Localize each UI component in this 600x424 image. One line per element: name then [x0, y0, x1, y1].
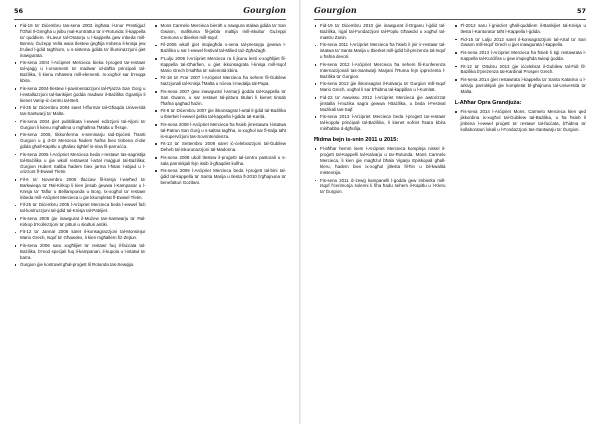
left-col1-list — [14, 23, 146, 268]
bullet-item: Fid-15 ta' Lulju 2012 saret il-konsagrazzjoni tal-Artal ta' San Ġwann mill-Isqof Grech u ġiet inawgurata l-kappella. — [455, 37, 587, 49]
right-page-columns — [314, 23, 586, 418]
left-page-header — [14, 6, 286, 20]
bullet-item: Fis-sena 2013 l-Arċipriet Mercieca ħa ħsieb li tiġi restawrata l-Kappella tal-Kurċifiss u ġew imqiegħda twieqi ġodda. — [455, 50, 587, 62]
bullet-item: Fil-25 ta' Diċembru 2005 l-Arċipriet Mercieca beda l-ewwel fażi tal-kostruzzjoni tal-ġdid tal-Knisja tal-Patrijiet. — [14, 202, 146, 214]
bullet-item: Fis-sena 2004-tlestew l-pavimentazzjoni tal-Pjazza San Ġorġ u l-installazzjoni tal-bankijiet ġodda madwar il-Bażilika Ġgantija li kienet Vamp-iċ-ċentru tal-Belt. — [14, 86, 146, 104]
bullet-item: Fit-8 ta' Diċembru 2007 ġie ikkonsagrat l-artal il-ġdid tal-Bażilika u tbierket l-ewwel ġebla tal-kappella l-ġdida tal-Karità. — [155, 108, 287, 120]
bullet-item: Fil-6 ta' Novembru 2005 tfaċċaw fil-knisja l-wieħed ta' Barkwieqa ta' Ħal-Kirkop li kien jinsab ġewwa l-Kampanar u l-Knisja ta' Taflur u Bellamponda u Borg. Ix-xogħol ta' restawr inbeda mill-Arċipriet Mercieca u ġie kkompletat fl-Ewwel Tletin. — [14, 177, 146, 201]
bullet-item: Fis-sena 2011 l-Arċipriet Mercieca ħa ħsieb li jsir ir-restawr tal-istatwa ta' Santa Marija u tbierket mill-ġdid bil-preżenza tal-Isqof u ħafna devoti. — [314, 42, 446, 60]
bullet-item: Fl-aħħar hemm isem l-Arċipriet Mercieca kompleja nissel il-proġett tal-Kappelli tal-Kalvarju u tar-Rotunda. Mons Carmelo Mercieca, li kien ġie magħżul bħala Vigarju Episkopali għall-kleru, ħadem biex ix-xogħol jitlesta fil-ħin u bil-kwalità mistennija. — [314, 146, 446, 176]
right-page — [300, 0, 600, 424]
right-column-1 — [314, 23, 446, 418]
bullet-item: Fis-sena 2004 ġiet pubblikata l-ewwel edizzjoni tal-Aljoni ta' Ġurgion li kienu mgħallma u mgħallma f'Malta u fl-Isqe. — [14, 119, 146, 131]
bullet-item: F'Lulju 2006 l-Arċipriet Mercieca ra li jkunu lesti x-xogħlijiet fil-Kappella tal-Għarfien, u ġiet ikkonsagrata l-knisja mill-Isqof Mario Grech b'saħħa ta' solennità kbira. — [155, 56, 287, 74]
bullet-item: Mons Carmelo Mercieca bieraħ u nawgura stalwa ġdida ta' San Ġwann, mafkluma fil-ġebla maltija mill-iskultur Ġużeppi Cremona u tbierket mill-Isqof. — [155, 23, 287, 41]
bullet-item: Fit-13 ta' Settembru 2008 saret iċ-ċelebrazzjoni tal-Ġubilew Deheb tal-inkurunazzjoni tal-Madonna. — [155, 141, 287, 153]
right-col2-after-list — [455, 109, 587, 133]
right-col2-list — [455, 23, 587, 95]
bullet-item: Fis-sena 2012 ġie ikkonsagrat il-Kalvarju ta' Ġurgion mill-Isqof Mario Grech, xogħol li sar b'ħidma tal-kappillan u l-Kumitat. — [314, 81, 446, 93]
left-magazine-logo: Gourgion — [243, 5, 286, 15]
bullet-item: Fl-2012 saru l-ġnieżiet għall-quddiem il-Bankijiet tal-Knisja u tlesta l-Kantoratur taħt l-Kappella l-ġdida. — [455, 23, 587, 35]
bullet-item: Fis-sena 2004 l-Arċipriet Mercieca bieka l-proġett tar-restawr tal-vjaġġ u l-ornamenti ta' madwar id-daħla prinċipali tal-Bażilika, li kienu mħassra mill-elementi. Ix-xogħol sar b'reqqa kbira. — [14, 60, 146, 84]
left-page-columns — [14, 23, 286, 418]
bullet-item: Fid-19 ta' Diċembru tas-sena 2003 ingħata l-Unur Prestiġjuż f'Għal Il-Ġimgħa u jsibu mal-Kontrattur ta' ir-Rotunda; il-kappella ta' quddiem. Il-Lavur tal-Oratorju u l-kappella ġew inbeda mill-Benna; Ġużepp Vella wara tlestew ġegħija Imbena il-knisja jew b'ulied l-ġdid tagħhom, u s-sistema ġdida ta' illuminazzjoni ġiet inawgurata. — [14, 23, 146, 59]
bullet-item: Fis-sena 2008 l-Arċipriet Mercieca ħa ħsieb jirrestawra l-istatwa tal-Patrun San Ġorġ u s-saltna tagħha, ix-xogħol sar fl-Italja taħt is-superviżjoni tas-Sovrintendenza. — [155, 122, 287, 140]
bullet-item: Fis-sena 2006 saru xogħlijiet ta' restawr fuq il-faċċata tal-Bażilika, b'mod speċjali fuq il-kampanari, il-kupola u l-istatwi ta' barra. — [14, 243, 146, 261]
bullet-item: Fit-12 ta' Ottubru 2013 ġie iċċelebrat il-Ġubilew tal-Fidi fil-Bażilika b'preżenza tal-Kardinal Prosper Grech. — [455, 64, 587, 76]
bullet-item: Fis-sena 2011 iż-żewġ kampanelli l-ġodda ġew imbierka mill-Isqof f'ċerimonja solenni li fiha ħadu sehem il-Kapitlu u l-Kleru ta' Ġurgion. — [314, 178, 446, 196]
bullet-item: Fil-2006 wkoll ġiet imqiegħda x-xena tal-presepju ġewwa l-Bażilika u sar l-ewwel festival tal-Milied taż-Żgħażagħ. — [155, 42, 287, 54]
bullet-item: Ġurgion ġie kostruwit għal-proġett lil Rotunda tas-Sewqija. — [14, 262, 146, 268]
bullet-item: Fis-sena 2014 ġiet restawrata l-kappella ta' Santa Katarina u l-arkivju parrokkjali ġie kompletat bl-għajnuna tal-Università ta' Malta. — [455, 77, 587, 95]
left-column-1 — [14, 23, 146, 418]
bullet-item: Fis-sena 2005, tikkonferma s-seminarju tad-Djoċesi f'Isarti Ġurgion u ġ d-Dr Mercieca ħadem ħafna biex tinbena d-dar ġdida għall-Kapitlu u għaliex tigħlef in-nisa fil-parroċċa. — [14, 132, 146, 150]
right-column-2 — [455, 23, 587, 418]
right-page-header — [314, 6, 586, 20]
right-page-number: 57 — [576, 7, 586, 15]
bullet-item: Fis-sena 2013 l-Arċipriet Mercieca beda l-proġett tar-restawr tal-koppla prinċipali tal-Bażilika, li kienet sofriet ħsara kbira minħabba d-dgħufija. — [314, 114, 446, 132]
right-magazine-logo: Gourgion — [314, 5, 357, 15]
bullet-item: Fis-sena 2009 l-Arċipriet Mercieca beda l-proġett tal-bini tal-ġdid tal-kappella ta' Santa Marija u tlesta fl-2010 b'għajnuna ta' benefatturi Gozitani. — [155, 168, 287, 186]
left-column-2 — [155, 23, 287, 418]
bullet-item: Fit-12 ta' Jannar 2006 saret il-konsagrazzjoni tal-Monsinjur Mario Grech, Isqof ta' Għawdex, li kien mgħallem fiż-Żejtun. — [14, 229, 146, 241]
bullet-item: Fil-25 ta' Diċembru 2004 saret l-iffurmar tal-Għaqda Università tas-Santwarji ta' Malta. — [14, 105, 146, 117]
left-col2-list — [155, 23, 287, 186]
right-col1-list — [314, 23, 446, 132]
section-heading: Ħidma bejn is-snin 2011 u 2015: — [314, 137, 399, 144]
bullet-item: Fis-sena 2008 ukoll tlestew il-proġetti tal-ċentru pastorali u s-sala parrokkjali fejn issib il-għaqdiet kollha. — [155, 155, 287, 167]
bullet-item: Fis-sena 2007 ġew inawgurati l-armarji ġodda tal-Kappella ta' San Ġwann, u sar restawr tal-pittura titulari li kienet tinsab f'ħafna qagħad ħażin. — [155, 89, 287, 107]
bullet-item: Fid-19 ta' Diċembru 2010 ġie inawgurat il-Organu l-ġdid tal-Bażilika, rigal tal-Fondazzjoni tal-Poplu Għawdxi u xogħol tal-mastru Zanin. — [314, 23, 446, 41]
bullet-item: Fis-sena 2012 l-Arċipriet Mercieca ħa sehem fil-Konferenza Internazzjonali tas-Santwarji Marjani f'Ruma fejn ippreżenta l-Bażilika ta' Ġurgion. — [314, 62, 446, 80]
bullet-item: Fit-18 ta' Frar 2007 l-Arċipriet Mercieca ħa sehem fil-Ġubilew Nazzjonali tal-Knisja f'Malta u rċieva l-medalja tal-Papa. — [155, 75, 287, 87]
section-heading-2: L-Aħħar Opra Grandjuża: — [454, 99, 522, 106]
bullet-item: Fis-sena 2014 l-Arċipriet Mons. Carmelo Mercieca kien qed jikkordina ix-xogħol tal-Ġubilew tal-Bażilika, u ħa ħsieb li jinbena l-ewwel proġett ta' restawr tal-faċċata, b'ħidma ta' kollaboraturi lokali u l-Fondazzjoni tas-Santwarju ta' Ġurgion. — [455, 109, 587, 133]
bullet-item: Fis-sena 2006 ġie inawgurat il-Mużew tas-Santwarju ta' Ħal-Kirkop b'Kollezzjoni ta' pitturi u skulturi antiki. — [14, 216, 146, 228]
left-page-number: 56 — [14, 7, 24, 15]
right-col1-after-list — [314, 146, 446, 195]
bullet-item: Fid-22 ta' Awwissu 2012 l-Arċipriet Mercieca ġie awtorizzat jinstalla l-mużika sagra ġewwa l-Bażilika, u beda l-Festival Mużikali tas-Sajf. — [314, 95, 446, 113]
bullet-item: Fis-sena 2005 l-Arċipriet Mercieca beda r-restawr tas-sagristija tal-Bażilika u ġie wkoll restawrat l-artal maġġuri tal-Bażilika; Ġurgion Hubert Saliba ħadem biex jarma l-ħitan l-abjad u l-orizzont fl-Ewwel Tletin. — [14, 152, 146, 176]
